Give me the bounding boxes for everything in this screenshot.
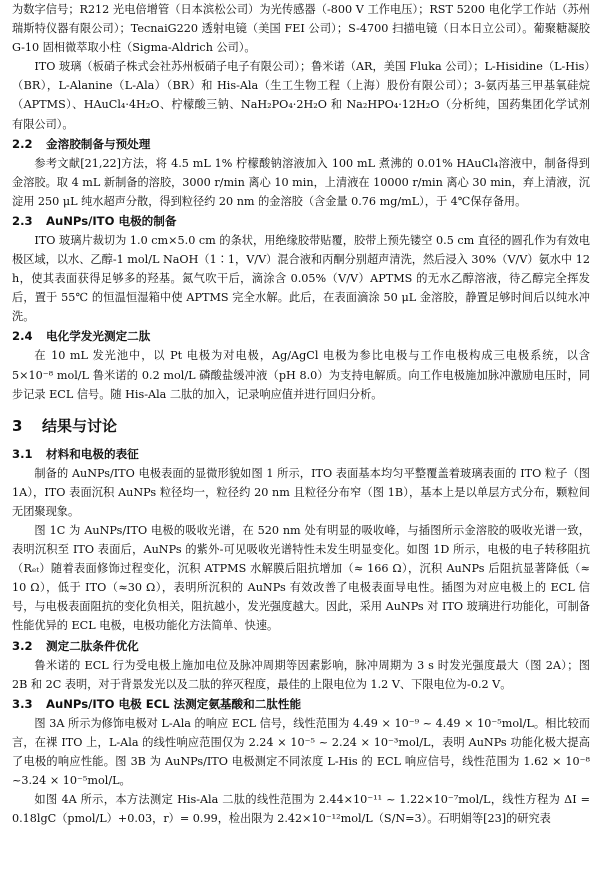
paragraph: 在 10 mL 发光池中，以 Pt 电极为对电极，Ag/AgCl 电极为参比电极与工作电极构成三电极系统，以含 5×10⁻⁸ mol/L 鲁米诺的 0.2 mol/L 磷酸盐缓冲液（pH 8.0）为支持电解质。向工作电极施加脉冲激励电压时，同步记录 ECL 信号。随 His-Ala 二肽的加入，记录响应值并进行回归分析。	[12, 349, 590, 401]
chapter-heading	[12, 414, 590, 438]
section-heading	[12, 444, 590, 464]
section-number: 2.4	[12, 329, 33, 344]
section-number: 3.2	[12, 638, 33, 653]
section-title: 测定二肽条件优化	[46, 638, 139, 653]
section-heading	[12, 326, 590, 346]
section-heading	[12, 134, 590, 154]
paragraph: 为数字信号；R212 光电倍增管（日本滨松公司）为光传感器（-800 V 工作电压）；RST 5200 电化学工作站（苏州瑞斯特仪器有限公司）；TecnaiG220 透射电镜（美国 FEI 公司）；S-4700 扫描电镜（日本日立公司）。葡聚糖凝胶 G-10 固相微萃取小柱（Sigma-Aldrich 公司）。	[12, 3, 590, 55]
section-title: AuNPs/ITO 电极的制备	[46, 213, 177, 228]
section-heading	[12, 694, 590, 714]
paragraph: 参考文献[21,22]方法，将 4.5 mL 1% 柠檬酸钠溶液加入 100 mL 煮沸的 0.01% HAuCl₄溶液中，制备得到金溶胶。取 4 mL 新制备的溶胶，3000 r/min 离心 10 min，上清液在 10000 r/min 离心 30 min，弃上清液，沉淀用 250 μL 纯水超声分散，得到粒径约 20 nm 的金溶胶（含金量 0.76 mg/mL），于 4℃保存备用。	[12, 156, 590, 208]
paragraph: 制备的 AuNPs/ITO 电极表面的显微形貌如图 1 所示，ITO 表面基本均匀平整覆盖着玻璃表面的 ITO 粒子（图 1A），ITO 表面沉积 AuNPs 粒径均一，粒径约 20 nm 且粒径分布窄（图 1B），基本上是以单层方式分布，颗粒间无团聚现象。	[12, 466, 590, 518]
section-number: 3.1	[12, 446, 33, 461]
chapter-title: 结果与讨论	[42, 416, 118, 435]
section-heading	[12, 211, 590, 231]
section-title: 材料和电极的表征	[46, 446, 139, 461]
section-number: 3.3	[12, 696, 33, 711]
paragraph: 图 1C 为 AuNPs/ITO 电极的吸收光谱，在 520 nm 处有明显的吸收峰，与插图所示金溶胶的吸收光谱一致，表明沉积至 ITO 表面后，AuNPs 的紫外-可见吸收光谱特性未发生明显变化。如图 1D 所示，电极的电子转移阻抗（Rₑₜ）随着表面修饰过程变化，沉积 ATPMS 水解膜后阻抗增加（≈ 166 Ω），沉积 AuNPs 后阻抗显著降低（≈ 10 Ω），低于 ITO（≈30 Ω），表明所沉积的 AuNPs 有效改善了电极表面导电性。插图为对应电极上的 ECL 信号，与电极表面阻抗的变化负相关，阻抗越小，发光强度越大。因此，采用 AuNPs 对 ITO 玻璃进行功能化，可制备性能优异的 ECL 电极，电极功能化方法简单、快速。	[12, 523, 590, 633]
section-title: AuNPs/ITO 电极 ECL 法测定氨基酸和二肽性能	[46, 696, 302, 711]
paragraph: 如图 4A 所示，本方法测定 His-Ala 二肽的线性范围为 2.44×10⁻¹¹ ~ 1.22×10⁻⁷mol/L，线性方程为 ΔI = 0.18lgC（pmol/L）+0.03，r）= 0.99，检出限为 2.42×10⁻¹²mol/L（S/N=3）。石明娟等[23]的研究表	[12, 793, 590, 826]
section-title: 电化学发光测定二肽	[46, 329, 151, 344]
paragraph: 图 3A 所示为修饰电极对 L-Ala 的响应 ECL 信号，线性范围为 4.49 × 10⁻⁹ ~ 4.49 × 10⁻⁵mol/L。相比较而言，在裸 ITO 上，L-Ala 的线性响应范围仅为 2.24 × 10⁻⁵ ~ 2.24 × 10⁻³mol/L，表明 AuNPs 功能化极大提高了电极的响应性能。图 3B 为 AuNPs/ITO 电极测定不同浓度 L-His 的 ECL 响应信号，线性范围为 1.62 × 10⁻⁸ ~3.24 × 10⁻⁵mol/L。	[12, 716, 590, 787]
section-number: 2.2	[12, 136, 33, 151]
section-title: 金溶胶制备与预处理	[46, 136, 151, 151]
paragraph: ITO 玻璃片裁切为 1.0 cm×5.0 cm 的条状，用绝缘胶带贴覆，胶带上预先镂空 0.5 cm 直径的圆孔作为有效电极区域，以水、乙醇-1 mol/L NaOH（1∶1，V/V）混合液和丙酮分别超声清洗，然后浸入 30%（V/V）氨水中 12 h，使其表面获得足够多的羟基。氮气吹干后，滴涂含 0.05%（V/V）APTMS 的无水乙醇溶液，待乙醇完全挥发后，置于 55℃ 的恒温恒湿箱中使 APTMS 完全水解。此后，在表面滴涂 50 μL 金溶胶，静置足够时间后以纯水冲洗。	[12, 233, 590, 324]
paragraph: ITO 玻璃（板硝子株式会社苏州板硝子电子有限公司）；鲁米诺（AR，美国 Fluka 公司）；L-Hisidine（L-His）（BR），L-Alanine（L-Ala）（BR）和 His-Ala（生工生物工程（上海）股份有限公司）；3-氨丙基三甲基氧硅烷（APTMS）、HAuCl₄·4H₂O、柠檬酸三钠、NaH₂PO₄·2H₂O 和 Na₂HPO₄·12H₂O（分析纯，国药集团化学试剂有限公司）。	[12, 60, 590, 131]
chapter-number: 3	[12, 416, 23, 435]
section-heading	[12, 636, 590, 656]
paragraph: 鲁米诺的 ECL 行为受电极上施加电位及脉冲周期等因素影响，脉冲周期为 3 s 时发光强度最大（图 2A）；图 2B 和 2C 表明，对于背景发光以及二肽的猝灭程度，最佳的上限电位为 1.2 V、下限电位为-0.2 V。	[12, 658, 590, 691]
section-number: 2.3	[12, 213, 33, 228]
